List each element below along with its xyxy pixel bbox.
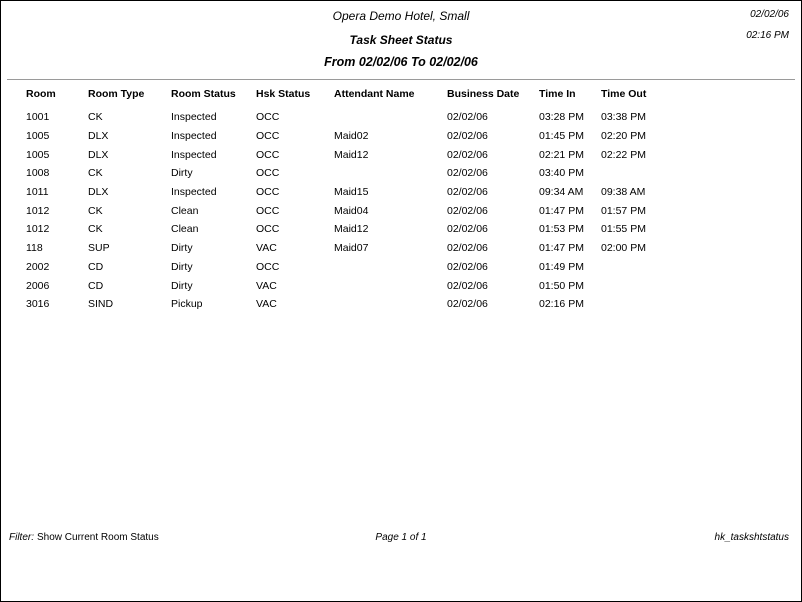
table-row — [26, 164, 802, 183]
table-cell: VAC — [256, 242, 277, 255]
table-cell: Maid07 — [334, 242, 369, 255]
col-header-room-status: Room Status — [171, 88, 236, 100]
table-cell: VAC — [256, 298, 277, 311]
table-row — [26, 145, 802, 164]
table-cell: 3016 — [26, 298, 50, 311]
table-cell: 02/02/06 — [447, 223, 488, 236]
col-header-room: Room — [26, 88, 56, 100]
report-footer — [1, 532, 801, 546]
table-cell — [334, 164, 447, 183]
report-code: hk_taskshtstatus — [714, 532, 789, 543]
table-cell: 02:21 PM — [539, 148, 584, 161]
table-cell — [601, 164, 802, 183]
col-header-time-in: Time In — [539, 88, 576, 100]
table-cell: DLX — [88, 186, 109, 199]
table-row — [26, 108, 802, 127]
table-cell: SIND — [88, 298, 114, 311]
table-cell: 118 — [26, 242, 43, 255]
table-cell: 02/02/06 — [447, 167, 488, 180]
table-row — [26, 239, 802, 258]
table-cell: Inspected — [171, 148, 217, 161]
table-cell: 01:47 PM — [539, 204, 584, 217]
table-cell: CD — [88, 260, 104, 273]
table-cell: 01:50 PM — [539, 279, 584, 292]
table-cell: 09:38 AM — [601, 186, 646, 199]
table-cell: 01:57 PM — [601, 204, 646, 217]
table-cell: Inspected — [171, 186, 217, 199]
table-cell: 1001 — [26, 111, 50, 124]
table-row — [26, 127, 802, 146]
table-cell: 02/02/06 — [447, 279, 488, 292]
col-header-attendant-name: Attendant Name — [334, 88, 415, 100]
table-cell: 02:16 PM — [539, 298, 584, 311]
table-cell: 1005 — [26, 148, 50, 161]
table-cell — [601, 276, 802, 295]
page-number: Page 1 of 1 — [375, 532, 427, 543]
table-cell — [601, 295, 802, 314]
table-cell: Inspected — [171, 130, 217, 143]
table-cell: Dirty — [171, 279, 193, 292]
hotel-name: Opera Demo Hotel, Small — [332, 9, 470, 23]
table-cell — [601, 258, 802, 277]
table-cell: Clean — [171, 204, 199, 217]
task-sheet-table — [26, 80, 802, 314]
table-cell: 02/02/06 — [447, 242, 488, 255]
table-cell: Pickup — [171, 298, 203, 311]
col-header-business-date: Business Date — [447, 88, 520, 100]
table-cell — [334, 295, 447, 314]
table-cell: 02/02/06 — [447, 148, 488, 161]
table-cell: Maid12 — [334, 148, 369, 161]
table-cell: CK — [88, 167, 103, 180]
table-cell: 02/02/06 — [447, 186, 488, 199]
table-cell: 02/02/06 — [447, 111, 488, 124]
table-cell: 2006 — [26, 279, 50, 292]
table-cell: 01:49 PM — [539, 260, 584, 273]
table-cell: OCC — [256, 167, 280, 180]
table-cell: VAC — [256, 279, 277, 292]
table-cell: 1012 — [26, 223, 50, 236]
table-cell: Dirty — [171, 242, 193, 255]
table-cell: 09:34 AM — [539, 186, 584, 199]
table-cell: 01:47 PM — [539, 242, 584, 255]
print-date: 02/02/06 — [750, 9, 789, 20]
table-cell: CK — [88, 111, 103, 124]
filter-value: Show Current Room Status — [37, 532, 159, 543]
col-header-room-type: Room Type — [88, 88, 145, 100]
table-cell: 03:28 PM — [539, 111, 584, 124]
table-cell: 02/02/06 — [447, 204, 488, 217]
table-cell: OCC — [256, 148, 280, 161]
table-cell: 02/02/06 — [447, 260, 488, 273]
table-row — [26, 295, 802, 314]
task-table-body — [26, 108, 802, 314]
table-row — [26, 201, 802, 220]
table-cell: Dirty — [171, 167, 193, 180]
table-cell: 03:40 PM — [539, 167, 584, 180]
table-cell: 2002 — [26, 260, 50, 273]
table-cell: DLX — [88, 148, 109, 161]
table-cell: Maid04 — [334, 204, 369, 217]
table-cell: 01:53 PM — [539, 223, 584, 236]
table-cell: OCC — [256, 204, 280, 217]
table-cell — [334, 276, 447, 295]
table-cell: OCC — [256, 186, 280, 199]
table-cell: OCC — [256, 130, 280, 143]
task-sheet-table-wrap — [26, 80, 801, 314]
table-cell: Maid12 — [334, 223, 369, 236]
table-cell: Dirty — [171, 260, 193, 273]
print-time: 02:16 PM — [746, 30, 789, 41]
col-header-time-out: Time Out — [601, 88, 647, 100]
table-header-row — [26, 80, 802, 108]
table-cell: OCC — [256, 223, 280, 236]
table-cell: OCC — [256, 111, 280, 124]
table-cell: CD — [88, 279, 104, 292]
table-cell: 1008 — [26, 167, 50, 180]
table-cell: 02/02/06 — [447, 130, 488, 143]
table-cell: CK — [88, 223, 103, 236]
table-cell: 02/02/06 — [447, 298, 488, 311]
table-cell: Maid02 — [334, 130, 369, 143]
filter-label: Filter: — [9, 532, 34, 543]
report-date-range: From 02/02/06 To 02/02/06 — [324, 55, 478, 69]
table-cell — [334, 108, 447, 127]
table-cell: Maid15 — [334, 186, 369, 199]
table-row — [26, 183, 802, 202]
table-cell: 1012 — [26, 204, 50, 217]
table-cell: OCC — [256, 260, 280, 273]
table-cell: DLX — [88, 130, 109, 143]
table-cell: CK — [88, 204, 103, 217]
table-cell: 02:20 PM — [601, 130, 646, 143]
table-cell: Clean — [171, 223, 199, 236]
table-row — [26, 258, 802, 277]
table-cell: 01:45 PM — [539, 130, 584, 143]
table-row — [26, 276, 802, 295]
report-title: Task Sheet Status — [349, 33, 453, 47]
table-row — [26, 220, 802, 239]
table-cell: 01:55 PM — [601, 223, 646, 236]
table-cell: Inspected — [171, 111, 217, 124]
table-cell: 02:00 PM — [601, 242, 646, 255]
table-cell: 1005 — [26, 130, 50, 143]
table-cell: 1011 — [26, 186, 49, 199]
col-header-hsk-status: Hsk Status — [256, 88, 311, 100]
table-cell: 02:22 PM — [601, 148, 646, 161]
table-cell: SUP — [88, 242, 110, 255]
table-cell: 03:38 PM — [601, 111, 646, 124]
table-cell — [334, 258, 447, 277]
